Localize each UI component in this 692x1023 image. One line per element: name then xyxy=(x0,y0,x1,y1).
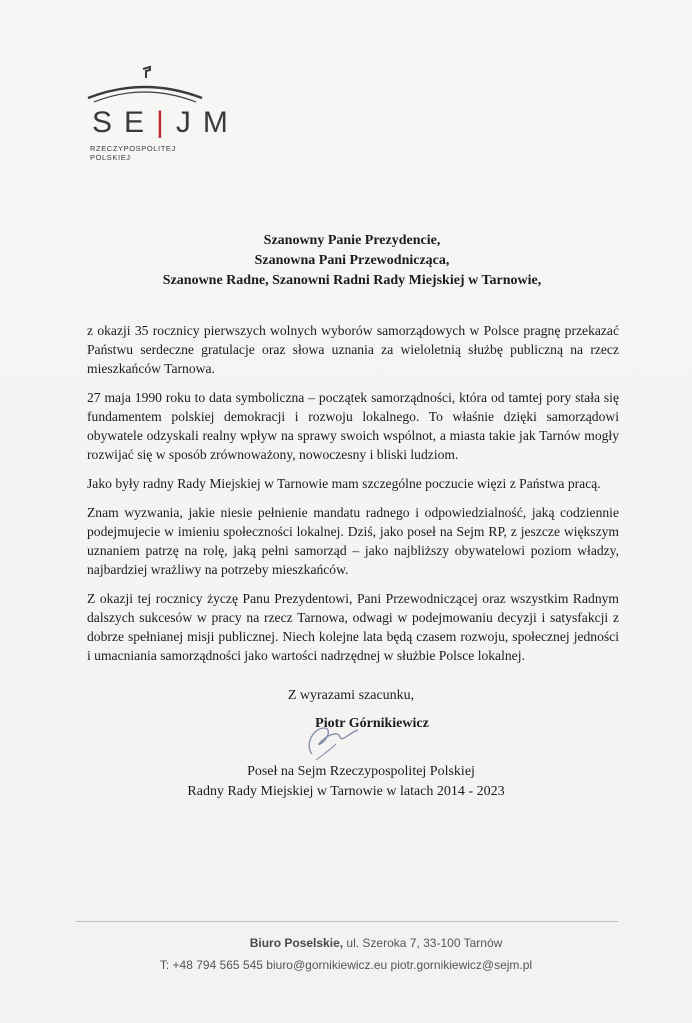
role-line: Poseł na Sejm Rzeczypospolitej Polskiej xyxy=(247,764,475,779)
regards-text: Z wyrazami szacunku, xyxy=(287,688,415,703)
sejm-logo xyxy=(84,58,240,168)
handwritten-signature xyxy=(294,714,364,764)
signer-name: Piotr Górnikiewicz xyxy=(315,716,429,731)
salutation-line: Szanowna Pani Przewodnicząca, xyxy=(254,253,450,268)
paragraph: Znam wyzwania, jakie niesie pełnienie mandatu radnego i odpowiedzialność, jaką codziennie podejmujecie w imieniu społeczności lokalnej. Dziś, jako poseł na Sejm RP, z jeszcze większym uznaniem patrzę na rolę, jaką pełni samorząd – jako najbliższy obywatelowi poziom władzy, najbardziej wrażliwy na potrzeby mieszkańców. xyxy=(87,505,619,577)
paragraph: z okazji 35 rocznicy pierwszych wolnych wyborów samorządowych w Polsce pragnę przekazać Państwu serdeczne gratulacje oraz słowa uznania za wieloletnią służbę publiczną na rzecz mieszkańców Tarnowa. xyxy=(87,323,619,376)
closing-regards xyxy=(0,688,692,704)
office-name: Biuro Poselskie, xyxy=(249,936,344,950)
paragraph: 27 maja 1990 roku to data symboliczna – początek samorządności, która od tamtej pory stała się fundamentem polskiej demokracji i rozwoju lokalnego. To właśnie dzięki samorządowi obywatele odzyskali realny wpływ na sprawy swoich wspólnot, a miasta takie jak Tarnów mogły rozwijać się w sposób zrównoważony, nowoczesny i bliski ludziom. xyxy=(87,390,619,462)
logo-word: SE|JM xyxy=(92,106,240,139)
letter-body xyxy=(87,321,619,675)
paragraph: Jako były radny Rady Miejskiej w Tarnowie mam szczególne poczucie więzi z Państwa pracą. xyxy=(87,476,601,491)
footer-contact: T: +48 794 565 545 biuro@gornikiewicz.eu piotr.gornikiewicz@sejm.pl xyxy=(159,958,533,972)
office-address: ul. Szeroka 7, 33-100 Tarnów xyxy=(346,936,503,950)
salutation-line: Szanowny Panie Prezydencie, xyxy=(263,233,441,248)
logo-subtitle: RZECZYPOSPOLITEJ POLSKIEJ xyxy=(90,144,176,162)
paragraph: Z okazji tej rocznicy życzę Panu Prezydentowi, Pani Przewodniczącej oraz wszystkim Radnym dalszych sukcesów w pracy na rzecz Tarnowa, odwagi w podejmowaniu decyzji i satysfakcji z dobrze spełnianej misji publicznej. Niech kolejne lata będą czasem rozwoju, społecznej jedności i umacniania samorządności jako wartości nadrzędnej w służbie Polsce lokalnej. xyxy=(87,591,619,663)
salutation xyxy=(0,231,692,291)
footer-divider xyxy=(76,921,618,922)
footer xyxy=(0,932,692,976)
role-line: Radny Rady Miejskiej w Tarnowie w latach 2014 - 2023 xyxy=(187,784,505,799)
signer-role xyxy=(0,762,692,802)
footer-address-line xyxy=(0,932,692,954)
salutation-line: Szanowne Radne, Szanowni Radni Rady Miejskiej w Tarnowie, xyxy=(162,273,542,288)
